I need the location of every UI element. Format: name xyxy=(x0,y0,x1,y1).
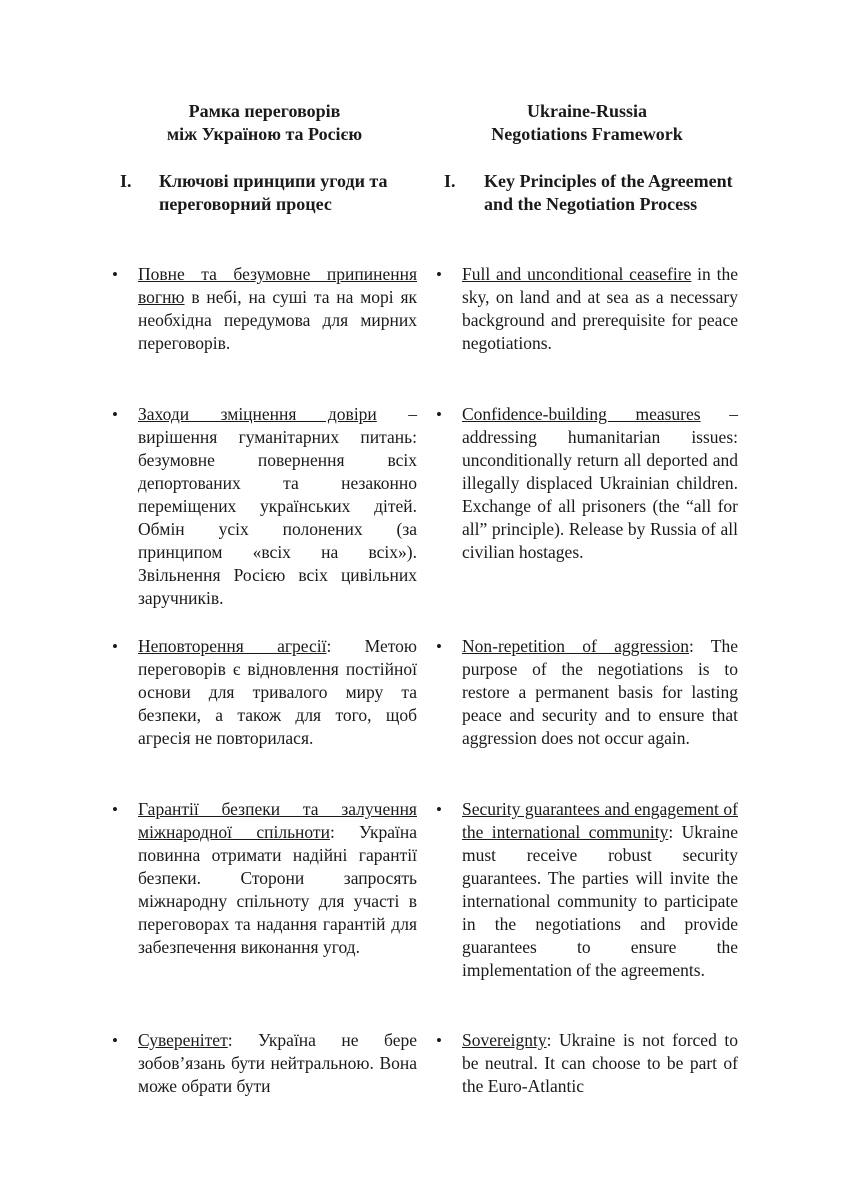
en-section-title: Key Principles of the Agreement and the Negotiation Process xyxy=(484,171,733,214)
uk-section-number: I. xyxy=(120,171,132,191)
bullet-icon: • xyxy=(112,1031,118,1050)
uk-bullet-security xyxy=(112,798,417,959)
bullet-icon: • xyxy=(436,1031,442,1050)
uk-section-title: Ключові принципи угоди та переговорний процес xyxy=(159,171,388,214)
en-bullet-text: : Ukraine is not forced to be neutral. It can choose to be part of the Euro-Atlantic xyxy=(462,1030,738,1096)
bullet-icon: • xyxy=(436,265,442,284)
en-bullet-text: : The purpose of the negotiations is to restore a permanent basis for lasting peace and security and to ensure that aggression does not occur again. xyxy=(462,636,738,748)
uk-bullet-sovereignty xyxy=(112,1029,417,1098)
uk-title-line1: Рамка переговорів xyxy=(188,101,341,121)
en-bullet-heading: Sovereignty xyxy=(462,1030,547,1050)
en-bullet-text: in the sky, on land and at sea as a necessary background and prerequisite for peace negotiations. xyxy=(462,264,739,353)
en-bullet-heading: Confidence-building measures xyxy=(462,404,701,424)
en-bullet-text: : Ukraine must receive robust security guarantees. The parties will invite the international community to participate in the negotiations and provide guarantees to ensure the implementation of the agreements. xyxy=(462,822,738,980)
bullet-icon: • xyxy=(112,265,118,284)
en-bullet-heading: Non-repetition of aggression xyxy=(462,636,689,656)
en-title-line1: Ukraine-Russia xyxy=(526,101,647,121)
en-bullet-heading: Security guarantees and engagement of the international community xyxy=(462,799,738,842)
en-section-number: I. xyxy=(444,171,456,191)
uk-bullet-heading: Гарантії безпеки та залучення міжнародної спільноти xyxy=(138,799,417,842)
bullet-icon: • xyxy=(112,405,118,424)
uk-bullet-non-repetition xyxy=(112,635,417,750)
uk-bullet-text: – вирішення гуманітарних питань: безумовне повернення всіх депортованих та незаконно переміщених українських дітей. Обмін усіх полонених (за принципом «всіх на всіх»). Звільнення Росією всіх цивільних заручників. xyxy=(138,404,418,608)
uk-bullet-text: : Україна повинна отримати надійні гарантії безпеки. Сторони запросять міжнародну спільноту для участі в переговорах та надання гарантій для забезпечення виконання угод. xyxy=(138,822,417,957)
uk-bullet-text: в небі, на суші та на морі як необхідна передумова для мирних переговорів. xyxy=(138,287,417,353)
en-bullet-text: – addressing humanitarian issues: unconditionally return all deported and illegally displaced Ukrainian children. Exchange of all prisoners (the “all for all” principle). Release by Russia of all civilian hostages. xyxy=(462,404,738,562)
en-title-line2: Negotiations Framework xyxy=(491,124,683,144)
uk-bullet-text: : Метою переговорів є відновлення постійної основи для тривалого миру та безпеки, а також для того, щоб агресія не повторилася. xyxy=(138,636,417,748)
en-title xyxy=(436,100,738,146)
bullet-icon: • xyxy=(436,637,442,656)
en-bullet-ceasefire xyxy=(436,263,738,355)
en-bullet-heading: Full and unconditional ceasefire xyxy=(462,264,692,284)
bullet-icon: • xyxy=(112,637,118,656)
uk-bullet-ceasefire xyxy=(112,263,417,355)
uk-bullet-heading: Неповторення агресії xyxy=(138,636,327,656)
uk-bullet-confidence xyxy=(112,403,417,610)
uk-bullet-text: : Україна не бере зобов’язань бути нейтральною. Вона може обрати бути xyxy=(138,1030,417,1096)
en-bullet-sovereignty xyxy=(436,1029,738,1098)
uk-title-line2: між Україною та Росією xyxy=(166,124,363,144)
uk-bullet-heading: Повне та безумовне припинення вогню xyxy=(138,264,417,307)
bullet-icon: • xyxy=(436,800,442,819)
en-bullet-non-repetition xyxy=(436,635,738,750)
en-bullet-confidence xyxy=(436,403,738,564)
uk-bullet-heading: Суверенітет xyxy=(138,1030,228,1050)
en-bullet-security xyxy=(436,798,738,982)
uk-title xyxy=(102,100,427,146)
uk-bullet-heading: Заходи зміцнення довіри xyxy=(138,404,377,424)
bullet-icon: • xyxy=(436,405,442,424)
bullet-icon: • xyxy=(112,800,118,819)
